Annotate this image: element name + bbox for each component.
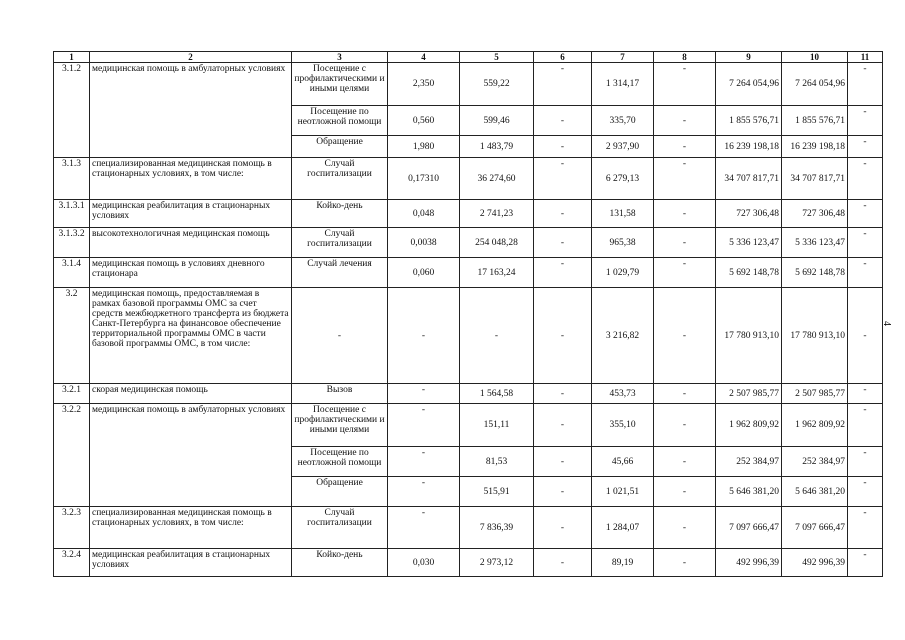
value-cell: - bbox=[848, 477, 883, 507]
value-cell: - bbox=[534, 447, 592, 477]
value-cell: 131,58 bbox=[592, 200, 654, 228]
row-number: 3.2 bbox=[54, 288, 90, 384]
value-cell: 252 384,97 bbox=[782, 447, 848, 477]
value-cell: 0,030 bbox=[388, 549, 460, 577]
value-cell: 1 962 809,92 bbox=[782, 404, 848, 447]
value-cell: - bbox=[654, 158, 716, 200]
value-cell: - bbox=[654, 447, 716, 477]
header-cell: 1 bbox=[54, 52, 90, 63]
value-cell: 1 962 809,92 bbox=[716, 404, 782, 447]
value-cell: 0,048 bbox=[388, 200, 460, 228]
value-cell: 7 264 054,96 bbox=[716, 63, 782, 106]
value-cell: 335,70 bbox=[592, 106, 654, 136]
value-cell: 17 163,24 bbox=[460, 258, 534, 288]
row-number: 3.2.2 bbox=[54, 404, 90, 507]
value-cell: - bbox=[534, 158, 592, 200]
value-cell: 1 483,79 bbox=[460, 136, 534, 158]
unit-cell: Койко-день bbox=[292, 200, 388, 228]
header-cell: 7 bbox=[592, 52, 654, 63]
table-row bbox=[54, 228, 883, 258]
value-cell: 0,060 bbox=[388, 258, 460, 288]
header-cell: 4 bbox=[388, 52, 460, 63]
value-cell: - bbox=[848, 228, 883, 258]
value-cell: 16 239 198,18 bbox=[716, 136, 782, 158]
value-cell: 5 646 381,20 bbox=[782, 477, 848, 507]
value-cell: 5 336 123,47 bbox=[782, 228, 848, 258]
value-cell: 254 048,28 bbox=[460, 228, 534, 258]
value-cell: - bbox=[654, 404, 716, 447]
unit-cell: Вызов bbox=[292, 384, 388, 404]
value-cell: 151,11 bbox=[460, 404, 534, 447]
unit-cell: Случай госпитализации bbox=[292, 507, 388, 549]
value-cell: 0,560 bbox=[388, 106, 460, 136]
value-cell: - bbox=[534, 288, 592, 384]
header-cell: 6 bbox=[534, 52, 592, 63]
row-name: медицинская помощь в амбулаторных условиях bbox=[90, 63, 292, 158]
value-cell: - bbox=[654, 384, 716, 404]
value-cell: 355,10 bbox=[592, 404, 654, 447]
unit-cell: Койко-день bbox=[292, 549, 388, 577]
value-cell: 7 097 666,47 bbox=[782, 507, 848, 549]
header-row bbox=[54, 52, 883, 63]
value-cell: 2 507 985,77 bbox=[716, 384, 782, 404]
row-name: медицинская помощь в амбулаторных условиях bbox=[90, 404, 292, 507]
table-row bbox=[54, 158, 883, 200]
header-cell: 9 bbox=[716, 52, 782, 63]
header-cell: 10 bbox=[782, 52, 848, 63]
value-cell: 45,66 bbox=[592, 447, 654, 477]
value-cell: - bbox=[388, 477, 460, 507]
value-cell: - bbox=[848, 200, 883, 228]
value-cell: - bbox=[848, 106, 883, 136]
value-cell: 1 855 576,71 bbox=[782, 106, 848, 136]
value-cell: 1 314,17 bbox=[592, 63, 654, 106]
value-cell: 6 279,13 bbox=[592, 158, 654, 200]
value-cell: - bbox=[388, 404, 460, 447]
value-cell: 515,91 bbox=[460, 477, 534, 507]
value-cell: 3 216,82 bbox=[592, 288, 654, 384]
table-row bbox=[54, 200, 883, 228]
value-cell: 5 646 381,20 bbox=[716, 477, 782, 507]
unit-cell: Обращение bbox=[292, 136, 388, 158]
value-cell: - bbox=[534, 136, 592, 158]
value-cell: 17 780 913,10 bbox=[716, 288, 782, 384]
header-cell: 3 bbox=[292, 52, 388, 63]
value-cell: 599,46 bbox=[460, 106, 534, 136]
header-cell: 2 bbox=[90, 52, 292, 63]
value-cell: 0,0038 bbox=[388, 228, 460, 258]
table-row bbox=[54, 63, 883, 106]
value-cell: - bbox=[654, 258, 716, 288]
value-cell: 7 097 666,47 bbox=[716, 507, 782, 549]
value-cell: 1 855 576,71 bbox=[716, 106, 782, 136]
value-cell: 5 336 123,47 bbox=[716, 228, 782, 258]
page-number: 4 bbox=[881, 321, 892, 326]
value-cell: - bbox=[848, 384, 883, 404]
row-name: специализированная медицинская помощь в стационарных условиях, в том числе: bbox=[90, 158, 292, 200]
table-row bbox=[54, 258, 883, 288]
value-cell: - bbox=[848, 404, 883, 447]
value-cell: 727 306,48 bbox=[716, 200, 782, 228]
value-cell: 252 384,97 bbox=[716, 447, 782, 477]
header-cell: 8 bbox=[654, 52, 716, 63]
value-cell: - bbox=[460, 288, 534, 384]
table-row bbox=[54, 549, 883, 577]
row-number: 3.1.3.2 bbox=[54, 228, 90, 258]
value-cell: 1 021,51 bbox=[592, 477, 654, 507]
table-row bbox=[54, 507, 883, 549]
value-cell: - bbox=[654, 106, 716, 136]
value-cell: - bbox=[848, 288, 883, 384]
value-cell: 5 692 148,78 bbox=[716, 258, 782, 288]
unit-cell: - bbox=[292, 288, 388, 384]
value-cell: - bbox=[848, 136, 883, 158]
row-name: медицинская помощь, предоставляемая в рамках базовой программы ОМС за счет средств межбюджетного трансферта из бюджета Санкт-Петербурга на финансовое обеспечение территориальной программы ОМС в части базовой программы ОМС, в том числе: bbox=[90, 288, 292, 384]
unit-cell: Посещение по неотложной помощи bbox=[292, 106, 388, 136]
value-cell: - bbox=[654, 136, 716, 158]
value-cell: 34 707 817,71 bbox=[782, 158, 848, 200]
value-cell: 2 507 985,77 bbox=[782, 384, 848, 404]
value-cell: 1 564,58 bbox=[460, 384, 534, 404]
unit-cell: Посещение с профилактическими и иными целями bbox=[292, 63, 388, 106]
value-cell: 965,38 bbox=[592, 228, 654, 258]
value-cell: - bbox=[654, 477, 716, 507]
value-cell: - bbox=[654, 63, 716, 106]
table-row bbox=[54, 384, 883, 404]
value-cell: - bbox=[534, 228, 592, 258]
value-cell: 16 239 198,18 bbox=[782, 136, 848, 158]
value-cell: 2 937,90 bbox=[592, 136, 654, 158]
value-cell: - bbox=[534, 258, 592, 288]
value-cell: 34 707 817,71 bbox=[716, 158, 782, 200]
value-cell: - bbox=[388, 507, 460, 549]
value-cell: 2,350 bbox=[388, 63, 460, 106]
unit-cell: Обращение bbox=[292, 477, 388, 507]
value-cell: - bbox=[848, 258, 883, 288]
unit-cell: Случай госпитализации bbox=[292, 228, 388, 258]
value-cell: - bbox=[848, 549, 883, 577]
value-cell: 727 306,48 bbox=[782, 200, 848, 228]
value-cell: 453,73 bbox=[592, 384, 654, 404]
value-cell: - bbox=[534, 549, 592, 577]
table-row bbox=[54, 288, 883, 384]
row-name: скорая медицинская помощь bbox=[90, 384, 292, 404]
value-cell: 2 741,23 bbox=[460, 200, 534, 228]
value-cell: 492 996,39 bbox=[716, 549, 782, 577]
value-cell: - bbox=[534, 477, 592, 507]
header-cell: 5 bbox=[460, 52, 534, 63]
value-cell: - bbox=[654, 288, 716, 384]
value-cell: 1,980 bbox=[388, 136, 460, 158]
value-cell: - bbox=[534, 404, 592, 447]
unit-cell: Случай госпитализации bbox=[292, 158, 388, 200]
value-cell: - bbox=[848, 507, 883, 549]
value-cell: 7 836,39 bbox=[460, 507, 534, 549]
row-number: 3.1.4 bbox=[54, 258, 90, 288]
tariff-table bbox=[53, 51, 883, 577]
value-cell: 7 264 054,96 bbox=[782, 63, 848, 106]
value-cell: - bbox=[534, 200, 592, 228]
value-cell: - bbox=[534, 63, 592, 106]
value-cell: - bbox=[388, 288, 460, 384]
row-name: высокотехнологичная медицинская помощь bbox=[90, 228, 292, 258]
value-cell: - bbox=[848, 158, 883, 200]
row-number: 3.2.4 bbox=[54, 549, 90, 577]
value-cell: - bbox=[388, 447, 460, 477]
row-number: 3.2.3 bbox=[54, 507, 90, 549]
row-number: 3.2.1 bbox=[54, 384, 90, 404]
row-number: 3.1.3.1 bbox=[54, 200, 90, 228]
value-cell: - bbox=[848, 63, 883, 106]
value-cell: - bbox=[534, 106, 592, 136]
value-cell: 5 692 148,78 bbox=[782, 258, 848, 288]
row-name: медицинская реабилитация в стационарных условиях bbox=[90, 549, 292, 577]
value-cell: 492 996,39 bbox=[782, 549, 848, 577]
value-cell: - bbox=[654, 200, 716, 228]
table-row bbox=[54, 404, 883, 447]
row-name: медицинская реабилитация в стационарных условиях bbox=[90, 200, 292, 228]
unit-cell: Посещение с профилактическими и иными целями bbox=[292, 404, 388, 447]
value-cell: 2 973,12 bbox=[460, 549, 534, 577]
row-number: 3.1.3 bbox=[54, 158, 90, 200]
value-cell: - bbox=[654, 228, 716, 258]
value-cell: - bbox=[534, 384, 592, 404]
value-cell: - bbox=[534, 507, 592, 549]
value-cell: 559,22 bbox=[460, 63, 534, 106]
row-name: специализированная медицинская помощь в стационарных условиях, в том числе: bbox=[90, 507, 292, 549]
value-cell: - bbox=[388, 384, 460, 404]
row-name: медицинская помощь в условиях дневного стационара bbox=[90, 258, 292, 288]
unit-cell: Случай лечения bbox=[292, 258, 388, 288]
row-number: 3.1.2 bbox=[54, 63, 90, 158]
value-cell: - bbox=[654, 549, 716, 577]
value-cell: 17 780 913,10 bbox=[782, 288, 848, 384]
value-cell: 1 029,79 bbox=[592, 258, 654, 288]
value-cell: 36 274,60 bbox=[460, 158, 534, 200]
value-cell: 1 284,07 bbox=[592, 507, 654, 549]
unit-cell: Посещение по неотложной помощи bbox=[292, 447, 388, 477]
value-cell: 89,19 bbox=[592, 549, 654, 577]
value-cell: 81,53 bbox=[460, 447, 534, 477]
value-cell: 0,17310 bbox=[388, 158, 460, 200]
header-cell: 11 bbox=[848, 52, 883, 63]
value-cell: - bbox=[848, 447, 883, 477]
value-cell: - bbox=[654, 507, 716, 549]
